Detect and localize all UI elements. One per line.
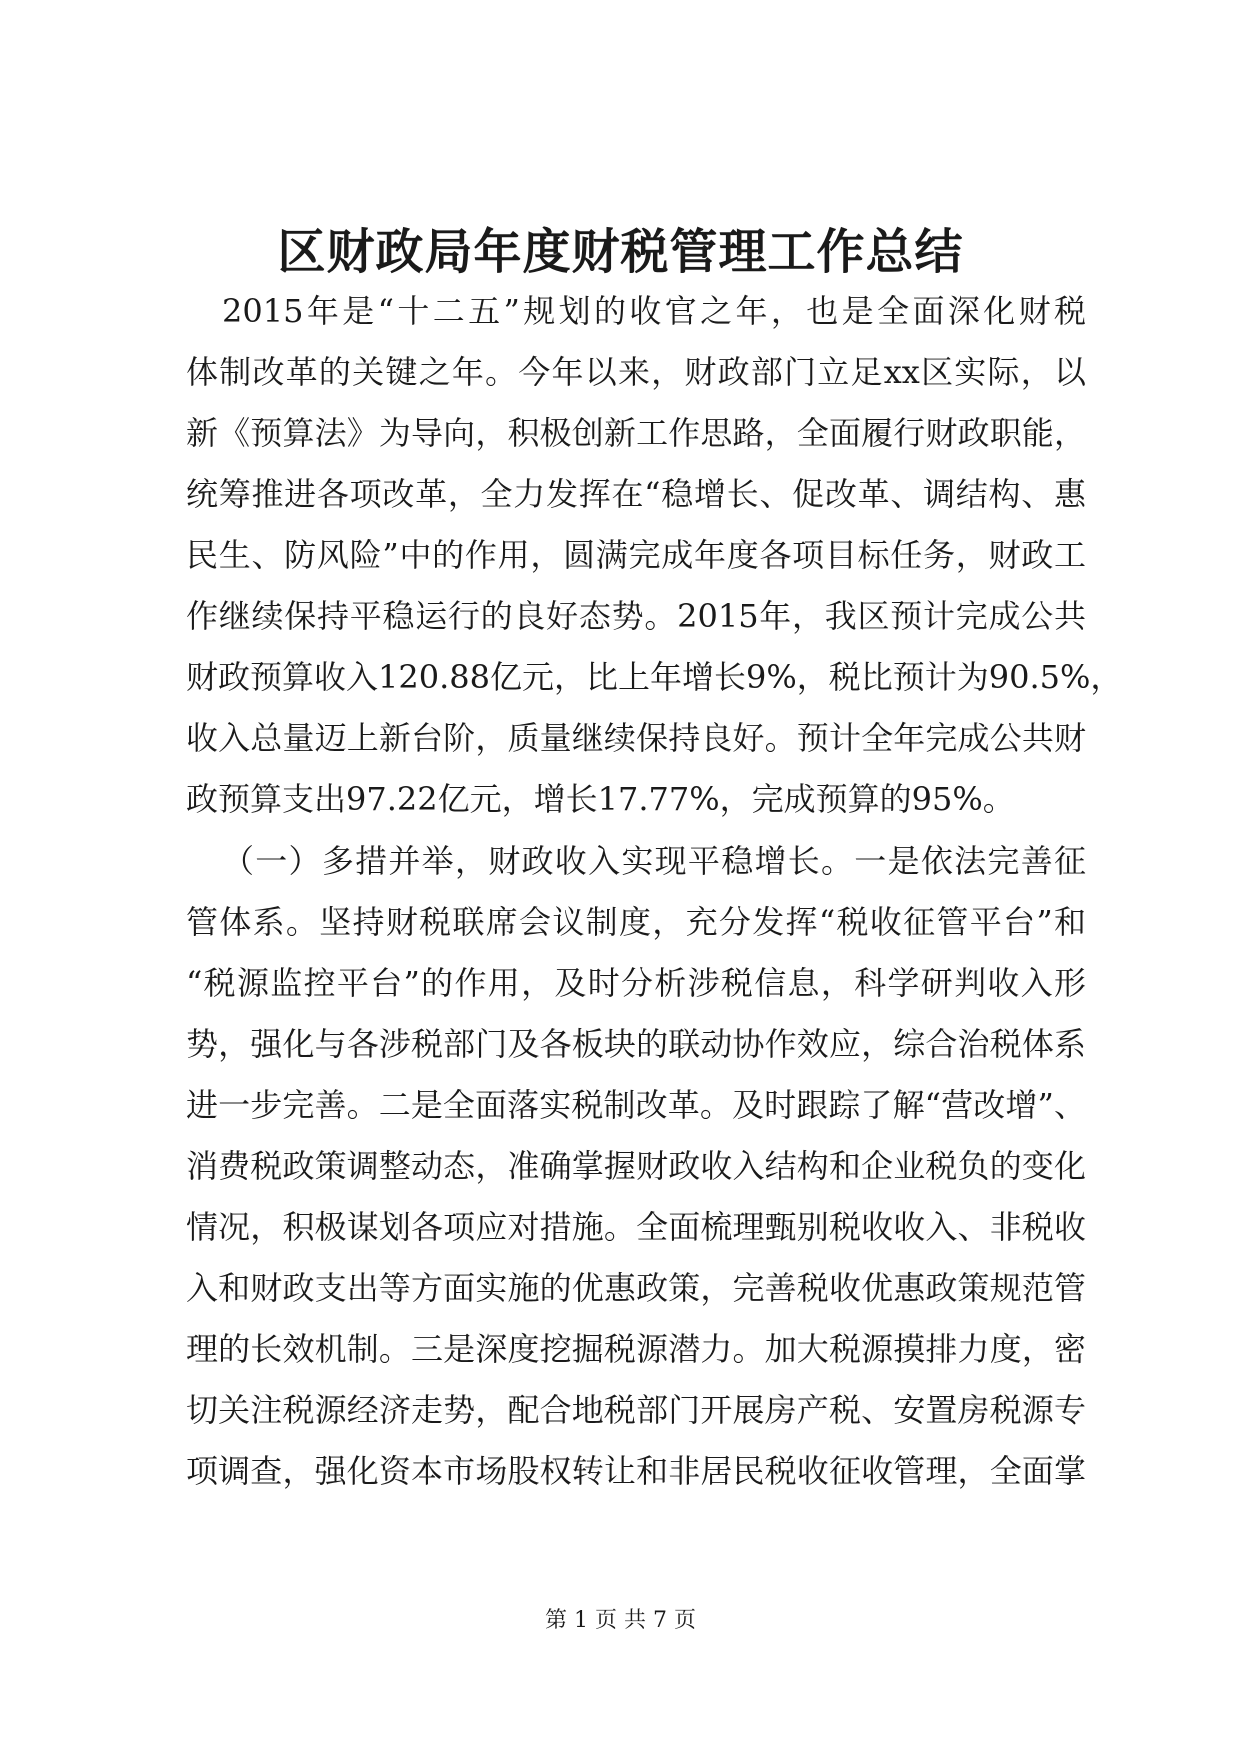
body-line: 财政预算收入120.88亿元，比上年增长9%，税比预计为90.5%， xyxy=(186,658,1123,696)
body-line: 管体系。坚持财税联席会议制度，充分发挥“税收征管平台”和 xyxy=(186,903,1086,941)
body-line: 政预算支出97.22亿元，增长17.77%，完成预算的95%。 xyxy=(186,780,1015,818)
body-line: （一）多措并举，财政收入实现平稳增长。一是依法完善征 xyxy=(222,842,1086,880)
body-line: 体制改革的关键之年。今年以来，财政部门立足xx区实际，以 xyxy=(186,353,1086,391)
body-line: 新《预算法》为导向，积极创新工作思路，全面履行财政职能， xyxy=(186,414,1086,452)
body-line: 理的长效机制。三是深度挖掘税源潜力。加大税源摸排力度，密 xyxy=(186,1330,1086,1368)
body-line: 2015年是“十二五”规划的收官之年，也是全面深化财税 xyxy=(222,292,1086,330)
body-line: 势，强化与各涉税部门及各板块的联动协作效应，综合治税体系 xyxy=(186,1025,1086,1063)
body-line: 收入总量迈上新台阶，质量继续保持良好。预计全年完成公共财 xyxy=(186,719,1086,757)
body-line: 入和财政支出等方面实施的优惠政策，完善税收优惠政策规范管 xyxy=(186,1269,1086,1307)
page-number: 第 1 页 共 7 页 xyxy=(545,1608,696,1633)
body-line: 统筹推进各项改革，全力发挥在“稳增长、促改革、调结构、惠 xyxy=(186,475,1086,513)
body-line: 项调查，强化资本市场股权转让和非居民税收征收管理，全面掌 xyxy=(186,1452,1086,1490)
body-line: 切关注税源经济走势，配合地税部门开展房产税、安置房税源专 xyxy=(186,1391,1086,1429)
body-line: 进一步完善。二是全面落实税制改革。及时跟踪了解“营改增”、 xyxy=(186,1086,1086,1124)
body-line: 情况，积极谋划各项应对措施。全面梳理甄别税收收入、非税收 xyxy=(186,1208,1086,1246)
body-line: 作继续保持平稳运行的良好态势。2015年，我区预计完成公共 xyxy=(186,597,1086,635)
body-line: “税源监控平台”的作用，及时分析涉税信息，科学研判收入形 xyxy=(186,964,1086,1002)
body-line: 消费税政策调整动态，准确掌握财政收入结构和企业税负的变化 xyxy=(186,1147,1086,1185)
document-title: 区财政局年度财税管理工作总结 xyxy=(277,224,964,280)
body-line: 民生、防风险”中的作用，圆满完成年度各项目标任务，财政工 xyxy=(186,536,1086,574)
